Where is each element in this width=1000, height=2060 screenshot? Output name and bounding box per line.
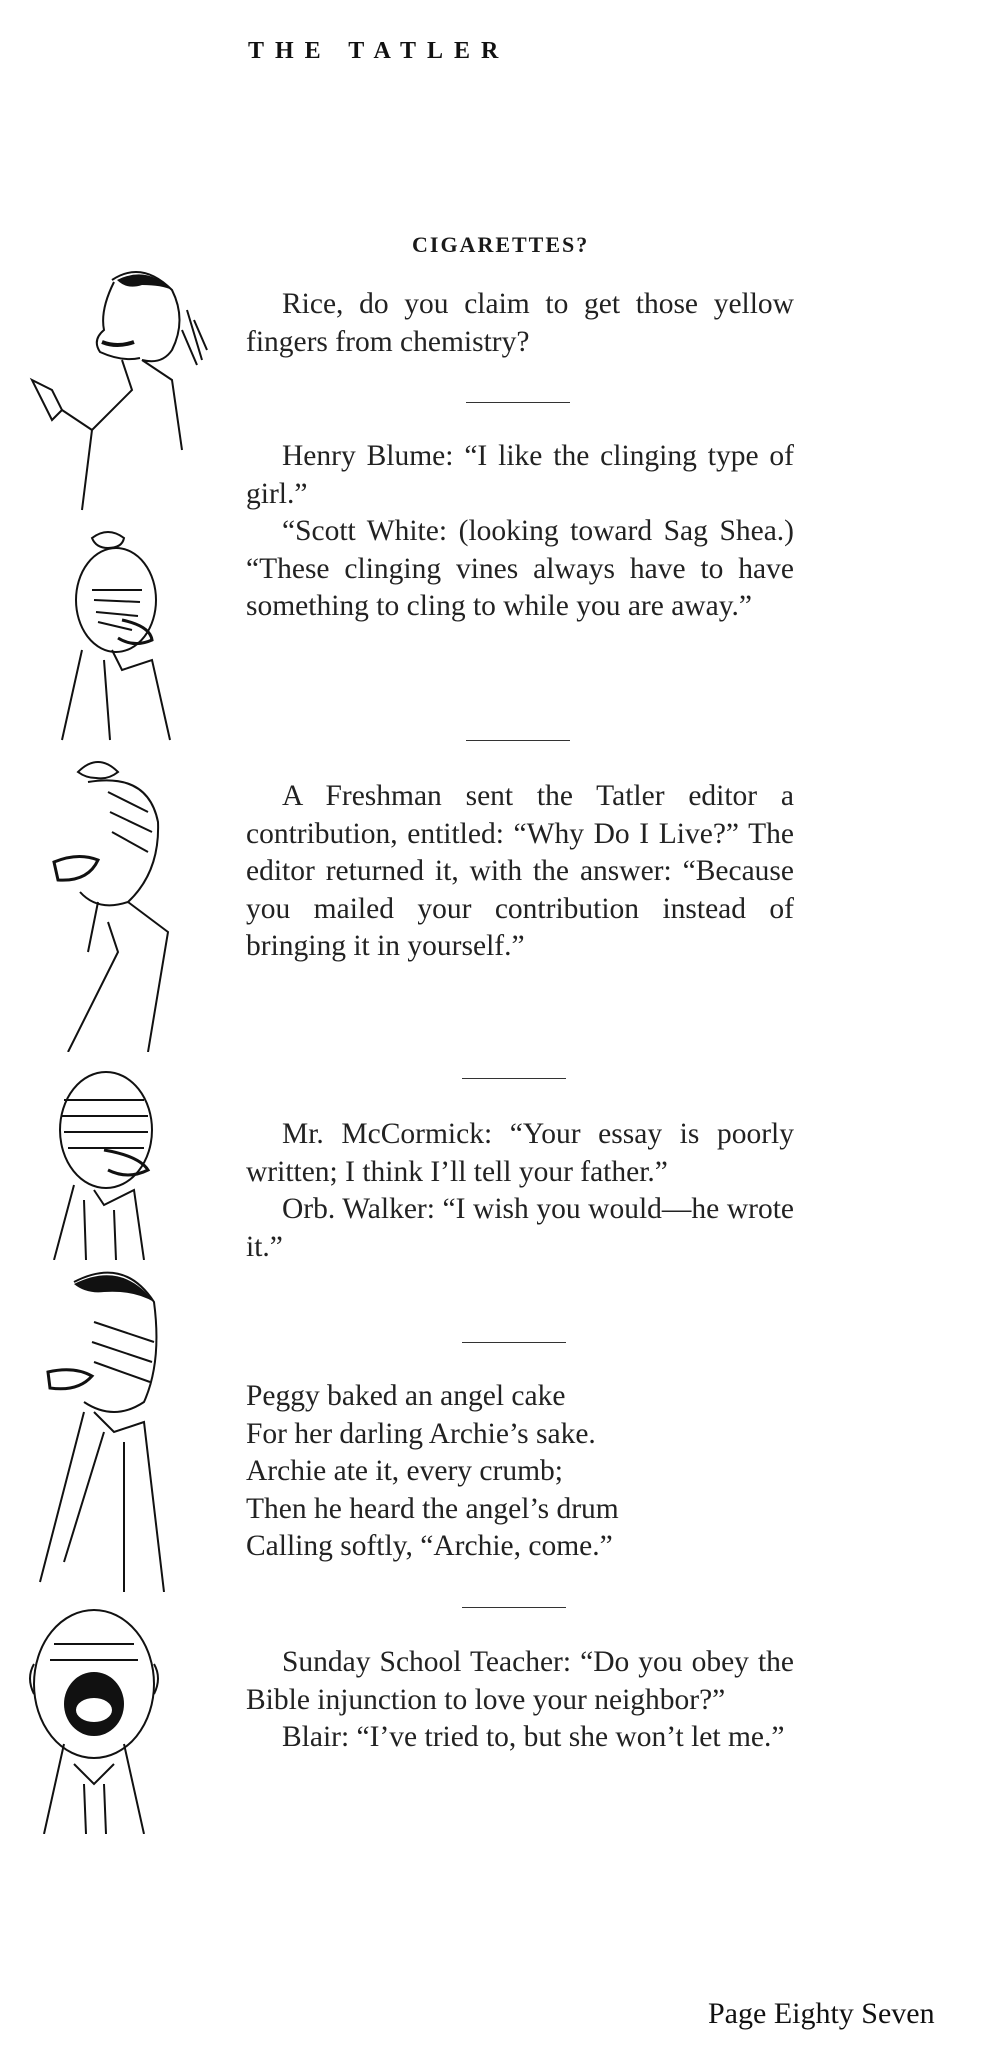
page-header: THE TATLER <box>248 38 510 64</box>
section-title: CIGARETTES? <box>412 232 590 257</box>
joke-paragraph: Blair: “I’ve tried to, but she won’t let me.” <box>282 1721 785 1753</box>
poem-line: Calling softly, “Archie, come.” <box>246 1530 613 1562</box>
page-number: Page Eighty Seven <box>708 1997 935 2030</box>
caricature-1-icon <box>22 250 212 530</box>
joke-1 <box>246 286 794 361</box>
joke-paragraph: Sunday School Teacher: “Do you obey the Bible injunction to love your neighbor?” <box>246 1646 794 1716</box>
joke-paragraph: Rice, do you claim to get those yellow fingers from chemistry? <box>246 288 794 358</box>
joke-paragraph: A Freshman sent the Tatler editor a contribution, entitled: “Why Do I Live?” The editor returned it, with the answer: “Because you mailed your contribution instead of bringing it in yourself.” <box>246 780 794 962</box>
caricature-3-icon <box>48 752 178 1052</box>
divider <box>462 1607 566 1608</box>
joke-paragraph: Mr. McCormick: “Your essay is poorly written; I think I’ll tell your father.” <box>246 1118 794 1188</box>
joke-paragraph: “Scott White: (looking toward Sag Shea.) “These clinging vines always have to have something to cling to while you are away.” <box>246 515 794 622</box>
joke-5-poem <box>246 1378 794 1566</box>
joke-paragraph: Orb. Walker: “I wish you would—he wrote it.” <box>246 1193 794 1263</box>
poem-line: Then he heard the angel’s drum <box>246 1492 619 1525</box>
caricature-5-icon <box>34 1262 174 1592</box>
joke-3 <box>246 778 794 966</box>
divider <box>466 402 570 403</box>
joke-paragraph: Henry Blume: “I like the clinging type of girl.” <box>246 440 794 510</box>
divider <box>462 1078 566 1079</box>
poem-line: Peggy baked an angel cake <box>246 1380 566 1412</box>
divider <box>466 740 570 741</box>
divider <box>462 1342 566 1343</box>
joke-4 <box>246 1116 794 1266</box>
joke-2 <box>246 438 794 626</box>
caricature-6-icon <box>24 1604 164 1834</box>
joke-6 <box>246 1644 794 1757</box>
caricature-2-icon <box>52 530 182 750</box>
caricature-4-icon <box>44 1060 164 1260</box>
poem-line: For her darling Archie’s sake. <box>246 1417 596 1450</box>
poem-line: Archie ate it, every crumb; <box>246 1455 563 1487</box>
